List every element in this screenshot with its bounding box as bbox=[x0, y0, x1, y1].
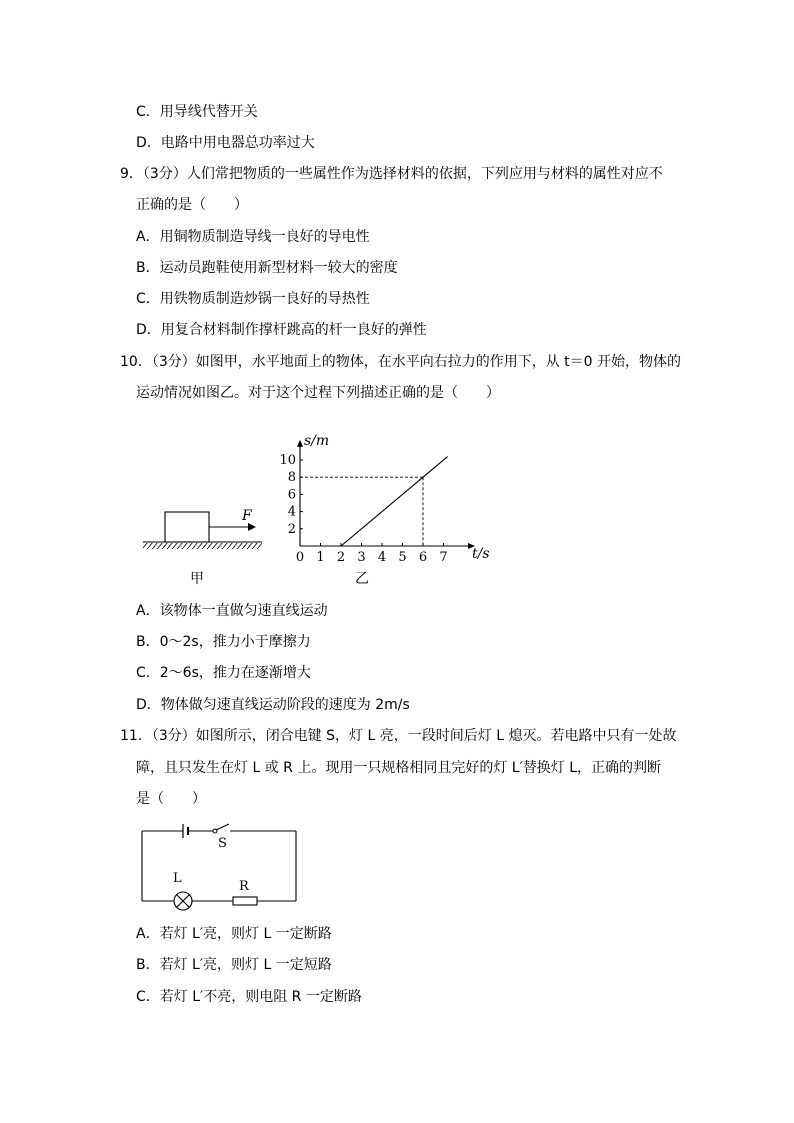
y-tick-label: 10 bbox=[279, 453, 296, 468]
option-c-prev: C．用导线代替开关 bbox=[136, 104, 258, 120]
q11-option-a: A．若灯 L′亮，则灯 L 一定断路 bbox=[136, 926, 332, 942]
q10-option-b: B．0～2s，推力小于摩擦力 bbox=[136, 634, 311, 650]
q9-option-c: C．用铁物质制造炒锅一良好的导热性 bbox=[136, 291, 370, 307]
q10-option-a: A．该物体一直做匀速直线运动 bbox=[136, 603, 328, 619]
x-tick-label: 0 bbox=[295, 550, 305, 565]
q11-option-b: B．若灯 L′亮，则灯 L 一定短路 bbox=[136, 957, 332, 973]
x-tick-label: 4 bbox=[377, 550, 387, 565]
q11-stem-line1: 11．（3分）如图所示，闭合电键 S，灯 L 亮，一段时间后灯 L 熄灭。若电路中只有一处故 bbox=[120, 728, 677, 744]
force-arrowhead bbox=[248, 523, 256, 531]
q11-option-c: C．若灯 L′不亮，则电阻 R 一定断路 bbox=[136, 989, 362, 1005]
q10-stem-line2: 运动情况如图乙。对于这个过程下列描述正确的是（ ） bbox=[136, 385, 500, 401]
figure-yi-label: 乙 bbox=[355, 571, 369, 587]
q9-option-b: B．运动员跑鞋使用新型材料一较大的密度 bbox=[136, 260, 398, 276]
figure-jia bbox=[138, 500, 268, 552]
switch-label: S bbox=[218, 836, 227, 851]
circuit-diagram bbox=[138, 820, 303, 915]
x-tick-label: 3 bbox=[357, 550, 366, 565]
series-line bbox=[341, 457, 448, 546]
y-tick-label: 6 bbox=[287, 487, 296, 503]
x-tick-label: 2 bbox=[336, 550, 346, 565]
x-tick-label: 6 bbox=[418, 550, 428, 565]
q11-stem-line2: 障，且只发生在灯 L 或 R 上。现用一只规格相同且完好的灯 L′替换灯 L，正确的判断 bbox=[136, 760, 662, 776]
q10-option-c: C．2～6s，推力在逐渐增大 bbox=[136, 665, 311, 681]
block bbox=[165, 512, 209, 542]
resistor-icon bbox=[233, 897, 257, 905]
x-axis-label: t/s bbox=[472, 546, 490, 562]
y-tick-label: 4 bbox=[287, 504, 296, 520]
q10-stem-line1: 10．（3分）如图甲，水平地面上的物体，在水平向右拉力的作用下，从 t＝0 开始，物体的 bbox=[120, 354, 682, 370]
lamp-label: L bbox=[173, 871, 182, 886]
figure-jia-label: 甲 bbox=[190, 571, 204, 587]
st-graph bbox=[279, 416, 490, 566]
y-tick-label: 2 bbox=[287, 521, 296, 537]
battery-icon bbox=[183, 824, 188, 838]
y-tick-label: 8 bbox=[287, 470, 296, 486]
switch-icon bbox=[213, 824, 229, 833]
q9-stem-line2: 正确的是（ ） bbox=[136, 197, 248, 213]
x-tick-label: 1 bbox=[316, 550, 325, 565]
y-axis-label: s/m bbox=[304, 432, 330, 449]
force-label: F bbox=[242, 508, 252, 524]
resistor-label: R bbox=[239, 879, 249, 894]
x-tick-label: 5 bbox=[398, 550, 407, 565]
q11-stem-line3: 是（ ） bbox=[136, 791, 206, 807]
option-d-prev: D．电路中用电器总功率过大 bbox=[136, 135, 315, 151]
y-axis-arrowhead bbox=[297, 440, 303, 447]
lamp-icon bbox=[174, 892, 192, 910]
q10-option-d: D．物体做匀速直线运动阶段的速度为 2m/s bbox=[136, 697, 410, 713]
q9-option-d: D．用复合材料制作撑杆跳高的杆一良好的弹性 bbox=[136, 322, 427, 338]
ground-hatch bbox=[143, 543, 262, 549]
x-tick-label: 7 bbox=[439, 550, 448, 565]
q9-option-a: A．用铜物质制造导线一良好的导电性 bbox=[136, 229, 370, 245]
q9-stem-line1: 9．（3分）人们常把物质的一些属性作为选择材料的依据，下列应用与材料的属性对应不 bbox=[120, 166, 663, 182]
